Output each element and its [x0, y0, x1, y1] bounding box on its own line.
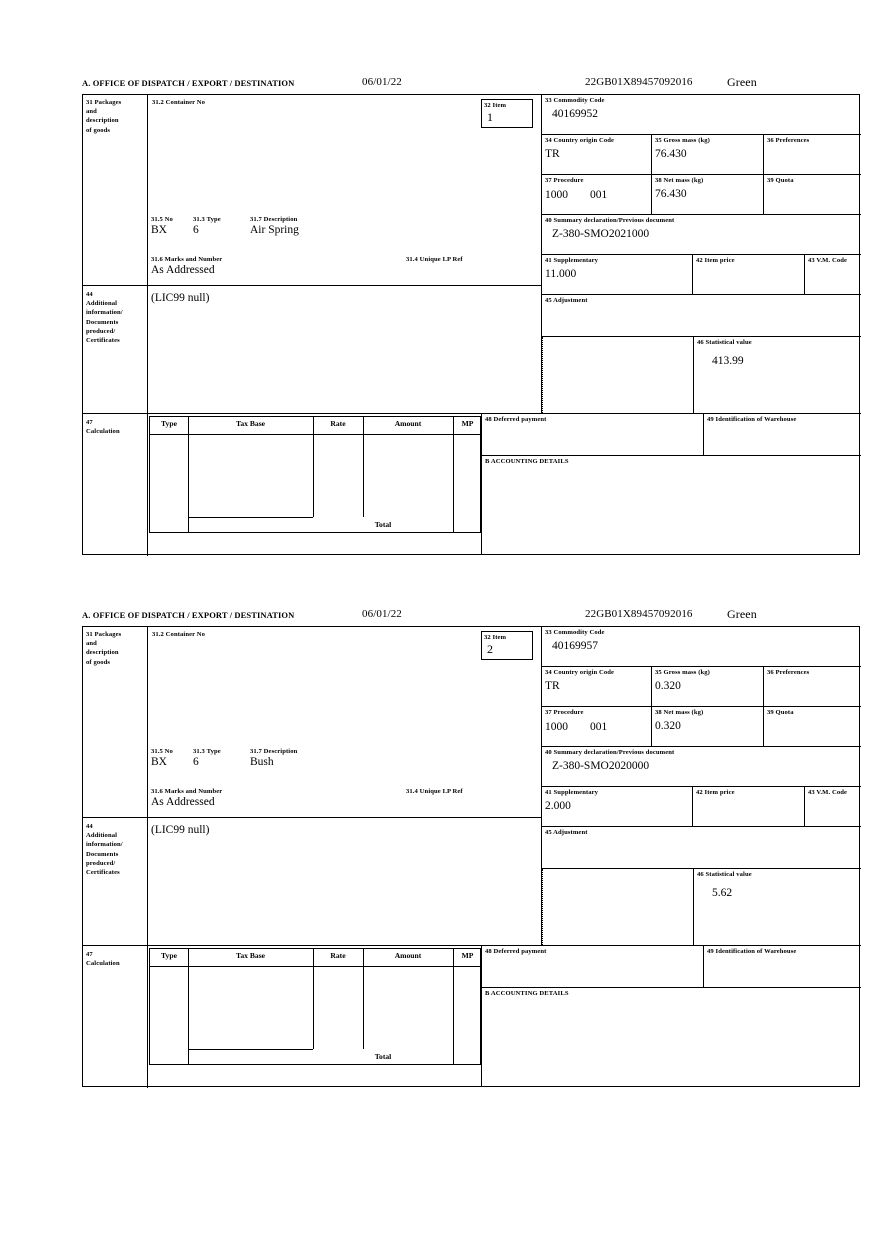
box-44-value-2: (LIC99 null)	[151, 824, 210, 836]
calc-col-taxbase-2: Tax Base	[188, 949, 314, 966]
box-38-label-2: 38 Net mass (kg)	[655, 709, 704, 716]
box-31-6-value-2: As Addressed	[151, 796, 215, 808]
box-37-label: 37 Procedure	[545, 177, 584, 184]
box-32-label: 32 Item	[484, 102, 507, 109]
box-37-label-2: 37 Procedure	[545, 709, 584, 716]
box-41-label: 41 Supplementary	[545, 257, 599, 264]
box-40-value-2: Z-380-SMO2020000	[552, 760, 650, 773]
box-32-value-2: 2	[487, 642, 493, 657]
divider-31-44-2	[83, 817, 541, 818]
sheet-header	[82, 75, 862, 94]
box-45-label-2: 45 Adjustment	[545, 829, 588, 836]
box-44-value-area	[151, 288, 531, 308]
box-33-commodity-code-2	[542, 627, 861, 667]
box-31-label	[86, 98, 146, 135]
box-41-supplementary-2	[542, 787, 693, 827]
box-41-label-2: 41 Supplementary	[545, 789, 599, 796]
box-36-label: 36 Preferences	[767, 137, 810, 144]
declaration-frame-2	[82, 626, 860, 1087]
box-42-item-price-2	[693, 787, 805, 827]
box-47-calculation-table-2	[149, 948, 481, 1065]
box-35-value: 76.430	[655, 148, 687, 161]
box-42-value	[696, 265, 801, 268]
box-45-label: 45 Adjustment	[545, 297, 588, 304]
calc-total-rule	[188, 517, 313, 518]
box-40-previous-document	[542, 215, 861, 255]
box-43-label: 43 V.M. Code	[808, 257, 848, 264]
customs-declaration-sheet-2	[82, 607, 862, 1087]
box-32-item-no	[481, 99, 533, 128]
box-49-warehouse-2	[704, 946, 861, 988]
box-46-statistical-value-2	[693, 869, 861, 945]
box-44-label2-line3: information/	[86, 841, 123, 849]
calc-header-row-2	[150, 949, 480, 967]
calc-rule-1	[188, 434, 189, 533]
box-31-label2-line1: 31 Packages	[86, 631, 122, 638]
box-38-net-mass	[652, 175, 764, 215]
box-41-value-2: 2.000	[545, 800, 571, 813]
box-47-label2-line1: 47	[86, 951, 93, 958]
calc-col-taxbase: Tax Base	[188, 417, 314, 434]
box-34-value-2: TR	[545, 680, 560, 693]
box-37-value-1: 1000	[545, 189, 568, 202]
box-31-7-label-2: 31.7 Description	[250, 748, 298, 755]
box-31-5-3-7-group	[151, 215, 531, 245]
box-31-label2-line4: of goods	[86, 658, 111, 666]
box-35-value-2: 0.320	[655, 680, 681, 693]
calc-rule-1-2	[188, 966, 189, 1065]
box-31-2-label: 31.2 Container No	[152, 99, 206, 106]
box-31-7-label: 31.7 Description	[250, 216, 298, 223]
mrn-number-2: 22GB01X89457092016	[585, 608, 693, 620]
box-43-vm-code-2	[805, 787, 861, 827]
box-37-value-2: 001	[590, 189, 608, 202]
customs-declaration-sheet-1	[82, 75, 862, 555]
box-31-label-line3: description	[86, 117, 119, 125]
box-31-4-label: 31.4 Unique I.P Ref	[406, 256, 463, 263]
box-36-label-2: 36 Preferences	[767, 669, 810, 676]
box-39-value	[767, 185, 858, 188]
box-44-label2-line5: produced/	[86, 859, 116, 867]
box-37-procedure	[542, 175, 652, 215]
box-35-gross-mass-2	[652, 667, 764, 707]
box-31-5-value: BX	[151, 224, 167, 236]
box-31-3-label-2: 31.3 Type	[193, 748, 221, 755]
calc-rule-2	[313, 434, 314, 517]
box-47-label2-line2: Calculation	[86, 960, 120, 968]
box-48-label-2: 48 Deferred payment	[485, 948, 547, 955]
box-47-label	[86, 418, 146, 436]
box-35-gross-mass	[652, 135, 764, 175]
box-46-value: 413.99	[712, 355, 744, 368]
box-33-value: 40169952	[552, 108, 598, 121]
calc-col-amount: Amount	[363, 417, 454, 434]
calc-col-amount-2: Amount	[363, 949, 454, 966]
box-32-label-2: 32 Item	[484, 634, 507, 641]
box-45-adjustment-2	[542, 827, 861, 869]
box-44-label-line1: 44	[86, 291, 93, 298]
box-34-value: TR	[545, 148, 560, 161]
box-31-label-line1: 31 Packages	[86, 99, 122, 106]
office-of-dispatch-label: A. OFFICE OF DISPATCH / EXPORT / DESTINATION	[82, 78, 295, 88]
calc-rule-4-2	[453, 966, 454, 1065]
box-34-label-2: 34 Country origin Code	[545, 669, 615, 676]
box-47-label-line1: 47	[86, 419, 93, 426]
box-31-label-2	[86, 630, 146, 667]
calc-rule-3-2	[363, 966, 364, 1049]
box-46-statistical-value	[693, 337, 861, 413]
box-49-warehouse	[704, 414, 861, 456]
calc-rule-2-2	[313, 966, 314, 1049]
box-31-label2-line2: and	[86, 640, 97, 648]
box-44-label2-line4: Documents	[86, 850, 119, 858]
box-36-value-2	[767, 677, 858, 680]
box-37-procedure-2	[542, 707, 652, 747]
box-39-label: 39 Quota	[767, 177, 794, 184]
calc-total-rule-2	[188, 1049, 313, 1050]
box-39-label-2: 39 Quota	[767, 709, 794, 716]
box-35-label-2: 35 Gross mass (kg)	[655, 669, 710, 676]
declaration-date-2: 06/01/22	[362, 608, 402, 620]
box-31-6-label: 31.6 Marks and Number	[151, 256, 223, 263]
box-31-6-4-group	[151, 255, 539, 283]
left-label-column-2	[83, 627, 148, 1088]
calc-col-rate: Rate	[313, 417, 364, 434]
box-31-5-label-2: 31.5 No	[151, 748, 173, 755]
box-31-7-value-2: Bush	[250, 756, 274, 768]
box-36-preferences-2	[764, 667, 861, 707]
box-44-label-line3: information/	[86, 309, 123, 317]
calc-total-label-2: Total	[374, 1052, 392, 1061]
box-33-label-2: 33 Commodity Code	[545, 629, 605, 636]
box-31-6-label-2: 31.6 Marks and Number	[151, 788, 223, 795]
box-38-value-2: 0.320	[655, 720, 681, 733]
box-31-4-label-2: 31.4 Unique I.P Ref	[406, 788, 463, 795]
box-40-value: Z-380-SMO2021000	[552, 228, 650, 241]
box-47-label-2	[86, 950, 146, 968]
box-48-deferred-payment-2	[481, 946, 704, 988]
box-31-3-value: 6	[193, 224, 199, 236]
calc-col-type: Type	[150, 417, 189, 434]
box-46-value-2: 5.62	[712, 887, 733, 900]
box-31-7-value: Air Spring	[250, 224, 299, 236]
box-45-value-2	[545, 837, 858, 840]
box-44-label-2	[86, 822, 146, 877]
box-41-supplementary	[542, 255, 693, 295]
box-31-3-value-2: 6	[193, 756, 199, 768]
box-42-label-2: 42 Item price	[696, 789, 735, 796]
box-34-country-origin	[542, 135, 652, 175]
box-37-value-2-2: 001	[590, 721, 608, 734]
box-42-item-price	[693, 255, 805, 295]
box-36-value	[767, 145, 858, 148]
box-44-label2-line6: Certificates	[86, 869, 120, 877]
box-34-country-origin-2	[542, 667, 652, 707]
box-31-label-line2: and	[86, 108, 97, 116]
box-47-label-line2: Calculation	[86, 428, 120, 436]
box-44-label-line4: Documents	[86, 318, 119, 326]
box-43-vm-code	[805, 255, 861, 295]
box-48-deferred-payment	[481, 414, 704, 456]
box-42-value-2	[696, 797, 801, 800]
calc-rule-4	[453, 434, 454, 533]
box-44-label-line2: Additional	[86, 300, 118, 308]
box-31-label2-line3: description	[86, 649, 119, 657]
calc-col-mp: MP	[461, 419, 474, 428]
declaration-frame	[82, 94, 860, 555]
box-47-calculation-table	[149, 416, 481, 533]
box-40-label-2: 40 Summary declaration/Previous document	[545, 749, 675, 756]
box-33-value-2: 40169957	[552, 640, 598, 653]
box-49-label-2: 49 Identification of Warehouse	[707, 948, 797, 955]
box-31-5-value-2: BX	[151, 756, 167, 768]
box-44-label-line6: Certificates	[86, 337, 120, 345]
calc-header-row	[150, 417, 480, 435]
box-35-label: 35 Gross mass (kg)	[655, 137, 710, 144]
lane-status: Green	[727, 75, 757, 89]
box-44-value: (LIC99 null)	[151, 292, 210, 304]
box-39-quota	[764, 175, 861, 215]
box-44-value-area-2	[151, 820, 531, 840]
box-b-accounting-details	[481, 456, 861, 555]
box-44-label-line5: produced/	[86, 327, 116, 335]
box-45-value	[545, 305, 858, 308]
box-31-5-label: 31.5 No	[151, 216, 173, 223]
box-31-3-label: 31.3 Type	[193, 216, 221, 223]
calc-total-label: Total	[374, 520, 392, 529]
box-36-preferences	[764, 135, 861, 175]
box-44-label2-line1: 44	[86, 823, 93, 830]
box-31-5-3-7-group-2	[151, 747, 531, 777]
box-37-value-1-2: 1000	[545, 721, 568, 734]
box-34-label: 34 Country origin Code	[545, 137, 615, 144]
box-39-value-2	[767, 717, 858, 720]
box-31-6-4-group-2	[151, 787, 539, 815]
box-32-value: 1	[487, 110, 493, 125]
box-49-label: 49 Identification of Warehouse	[707, 416, 797, 423]
calc-col-rate-2: Rate	[313, 949, 364, 966]
box-b-accounting-details-2	[481, 988, 861, 1087]
box-48-label: 48 Deferred payment	[485, 416, 547, 423]
box-42-label: 42 Item price	[696, 257, 735, 264]
box-46-label-2: 46 Statistical value	[697, 871, 752, 878]
box-43-label-2: 43 V.M. Code	[808, 789, 848, 796]
box-44-label2-line2: Additional	[86, 832, 118, 840]
calc-col-mp-2: MP	[461, 951, 474, 960]
box-31-label-line4: of goods	[86, 126, 111, 134]
box-31-6-value: As Addressed	[151, 264, 215, 276]
box-b-label-2: B ACCOUNTING DETAILS	[485, 990, 569, 997]
calc-col-type-2: Type	[150, 949, 189, 966]
box-41-value: 11.000	[545, 268, 577, 281]
box-43-value	[808, 265, 858, 268]
box-40-label: 40 Summary declaration/Previous document	[545, 217, 675, 224]
box-33-label: 33 Commodity Code	[545, 97, 605, 104]
left-label-column	[83, 95, 148, 556]
box-32-item-no-2	[481, 631, 533, 660]
box-39-quota-2	[764, 707, 861, 747]
box-38-net-mass-2	[652, 707, 764, 747]
box-46-label: 46 Statistical value	[697, 339, 752, 346]
calc-rule-3	[363, 434, 364, 517]
divider-31-44	[83, 285, 541, 286]
dotted-divider	[542, 337, 543, 413]
box-31-2-label-2: 31.2 Container No	[152, 631, 206, 638]
box-38-value: 76.430	[655, 188, 687, 201]
lane-status-2: Green	[727, 607, 757, 621]
office-of-dispatch-label-2: A. OFFICE OF DISPATCH / EXPORT / DESTINATION	[82, 610, 295, 620]
box-44-label	[86, 290, 146, 345]
box-40-previous-document-2	[542, 747, 861, 787]
box-43-value-2	[808, 797, 858, 800]
declaration-date: 06/01/22	[362, 76, 402, 88]
box-38-label: 38 Net mass (kg)	[655, 177, 704, 184]
mrn-number: 22GB01X89457092016	[585, 76, 693, 88]
box-45-adjustment	[542, 295, 861, 337]
box-33-commodity-code	[542, 95, 861, 135]
sheet-header-2	[82, 607, 862, 626]
dotted-divider-2	[542, 869, 543, 945]
box-b-label: B ACCOUNTING DETAILS	[485, 458, 569, 465]
